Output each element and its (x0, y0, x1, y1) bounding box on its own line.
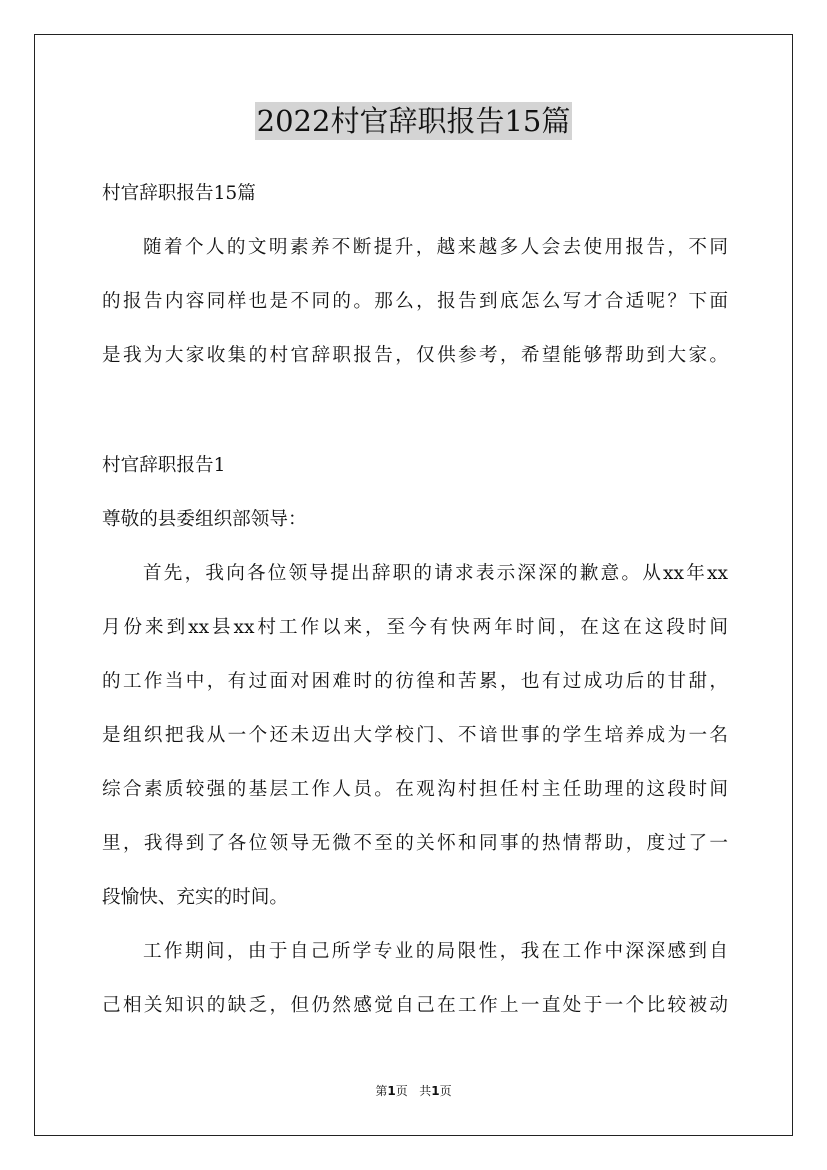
para1-line-4: 是组织把我从一个还未迈出大学校门、不谙世事的学生培养成为一名 (102, 725, 728, 746)
para1-line-6: 里，我得到了各位领导无微不至的关怀和同事的热情帮助，度过了一 (102, 833, 728, 854)
page-label-suffix: 页 (395, 1084, 408, 1098)
title-container (0, 102, 827, 140)
salutation: 尊敬的县委组织部领导： (102, 509, 307, 530)
page-current-number: 1 (387, 1084, 396, 1098)
page-label-prefix: 第 (375, 1084, 388, 1098)
para1-line-2: 月份来到xx县xx村工作以来，至今有快两年时间，在这在这段时间 (102, 617, 728, 638)
para2-line-1: 工作期间，由于自己所学专业的局限性，我在工作中深深感到自 (143, 941, 728, 962)
total-label-suffix: 页 (439, 1084, 452, 1098)
page-footer (0, 1083, 827, 1099)
para1-line-7: 段愉快、充实的时间。 (102, 887, 288, 908)
intro-line-1: 随着个人的文明素养不断提升，越来越多人会去使用报告，不同 (143, 237, 728, 258)
intro-line-2: 的报告内容同样也是不同的。那么，报告到底怎么写才合适呢？下面 (102, 291, 728, 312)
document-title: 2022村官辞职报告15篇 (256, 104, 571, 138)
total-label-prefix: 共 (419, 1084, 432, 1098)
intro-line-3: 是我为大家收集的村官辞职报告，仅供参考，希望能够帮助到大家。 (102, 345, 728, 366)
document-subtitle: 村官辞职报告15篇 (102, 183, 256, 204)
para2-line-2: 己相关知识的缺乏，但仍然感觉自己在工作上一直处于一个比较被动 (102, 995, 728, 1016)
page-total-number: 1 (431, 1084, 440, 1098)
para1-line-5: 综合素质较强的基层工作人员。在观沟村担任村主任助理的这段时间 (102, 779, 728, 800)
section-heading: 村官辞职报告1 (102, 455, 226, 476)
para1-line-1: 首先，我向各位领导提出辞职的请求表示深深的歉意。从xx年xx (143, 563, 728, 584)
para1-line-3: 的工作当中，有过面对困难时的彷徨和苦累，也有过成功后的甘甜， (102, 671, 728, 692)
